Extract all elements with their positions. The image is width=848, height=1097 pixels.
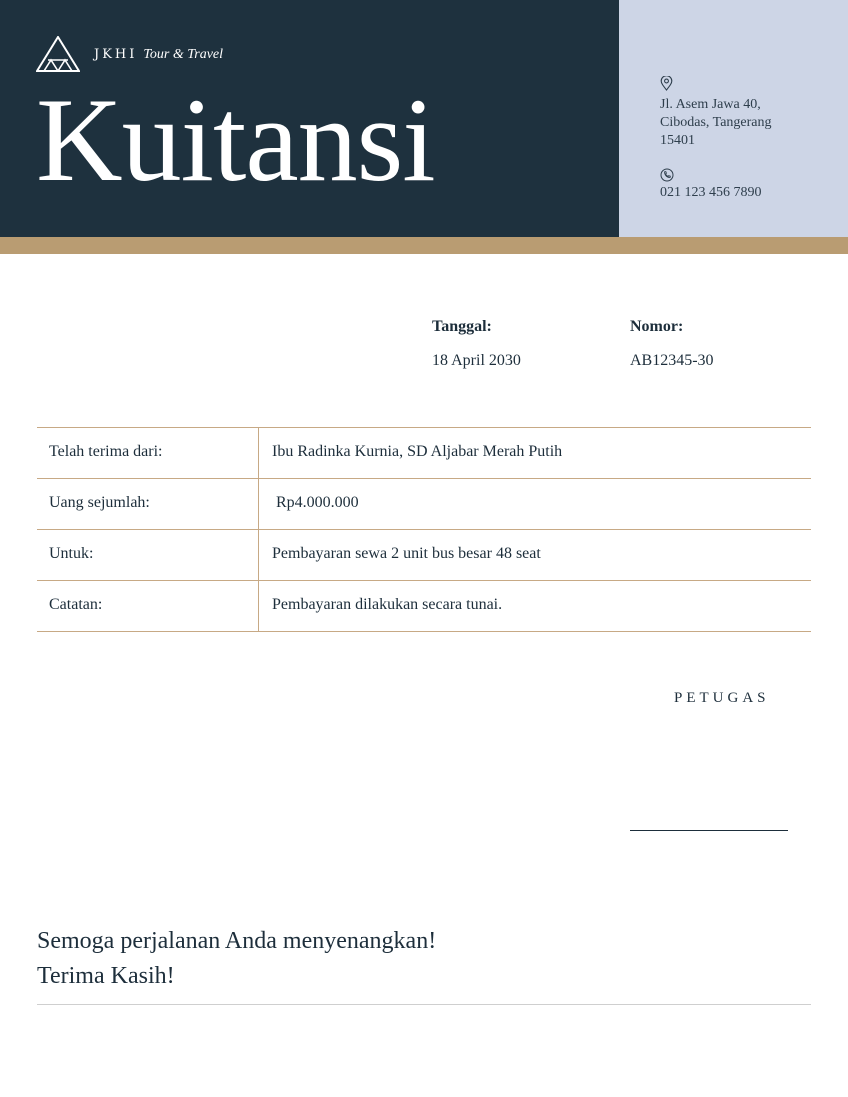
detail-value: Pembayaran dilakukan secara tunai.: [272, 596, 503, 613]
address-line: Jl. Asem Jawa 40,: [660, 97, 761, 112]
detail-value: Rp4.000.000: [272, 494, 359, 511]
thank-you-message: Terima Kasih!: [37, 963, 175, 989]
officer-label: PETUGAS: [674, 690, 770, 706]
company-phone: 021 123 456 7890: [660, 185, 762, 200]
brand-tagline: Tour & Travel: [143, 47, 224, 62]
detail-label: Uang sejumlah:: [37, 479, 259, 529]
footer-divider: [37, 1004, 811, 1005]
table-row: [37, 530, 811, 581]
receipt-number-value: AB12345-30: [630, 352, 714, 369]
header-accent-bar: [0, 237, 848, 254]
address-line: 15401: [660, 133, 695, 148]
closing-message: Semoga perjalanan Anda menyenangkan!: [37, 928, 437, 954]
detail-label: Telah terima dari:: [37, 428, 259, 478]
receipt-number-label: Nomor:: [630, 318, 684, 335]
map-pin-icon: [660, 76, 673, 91]
table-row: [37, 581, 811, 632]
date-value: 18 April 2030: [432, 352, 521, 369]
detail-value: Ibu Radinka Kurnia, SD Aljabar Merah Putih: [272, 443, 563, 460]
date-label: Tanggal:: [432, 318, 492, 335]
page-title: Kuitansi: [36, 73, 435, 206]
address-line: Cibodas, Tangerang: [660, 115, 772, 130]
company-address: [660, 96, 830, 150]
mountain-logo-icon: [36, 36, 80, 72]
table-row: [37, 479, 811, 530]
receipt-details-table: [37, 427, 811, 632]
signature-line: [630, 830, 788, 831]
detail-label: Catatan:: [37, 581, 259, 631]
table-row: [37, 428, 811, 479]
detail-label: Untuk:: [37, 530, 259, 580]
detail-value: Pembayaran sewa 2 unit bus besar 48 seat: [272, 545, 541, 562]
brand-name: [94, 47, 223, 63]
brand-abbr: JKHI: [94, 47, 138, 62]
phone-icon: [660, 168, 674, 182]
